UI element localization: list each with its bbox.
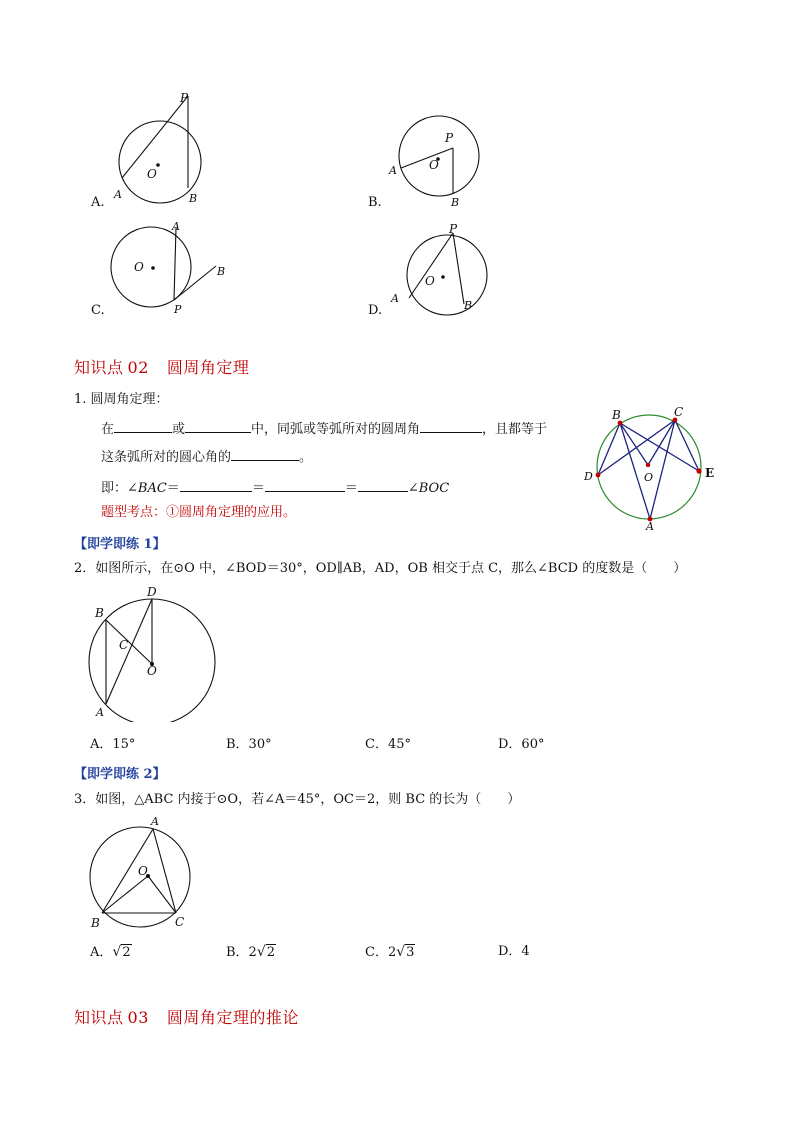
- practice-2-label: 【即学即练 2】: [74, 767, 166, 782]
- q3-option-a[interactable]: A．√2: [90, 944, 131, 960]
- label-C: C: [175, 915, 185, 929]
- label-B: B: [217, 265, 226, 278]
- section-heading-03: [74, 1005, 299, 1028]
- radicand-b: 2: [266, 945, 276, 960]
- heading-title: 圆周角定理的推论: [166, 1008, 299, 1027]
- label-A: A: [646, 520, 654, 530]
- option-a-figure: [100, 88, 240, 208]
- label-A: A: [114, 188, 122, 201]
- label-P: P: [449, 222, 458, 236]
- heading-prefix: 知识点: [74, 358, 124, 377]
- blank-1: [114, 418, 172, 433]
- practice-1-label: 【即学即练 1】: [74, 537, 166, 552]
- label-E: E: [705, 466, 715, 480]
- q2-option-b[interactable]: B．30°: [226, 737, 272, 752]
- section-heading-02: [74, 355, 249, 378]
- blank-7: [358, 477, 408, 492]
- label-A: A: [151, 815, 159, 828]
- exam-point: 题型考点：①圆周角定理的应用。: [101, 505, 297, 520]
- label-P: P: [445, 131, 454, 145]
- option-c-figure: [108, 218, 238, 318]
- option-d-label: D.: [368, 303, 383, 318]
- label-O: O: [134, 260, 144, 274]
- q3-option-d[interactable]: D．4: [498, 944, 530, 959]
- heading-prefix: 知识点: [74, 1008, 124, 1027]
- option-a-label: A.: [91, 195, 105, 210]
- blank-4: [231, 446, 299, 461]
- heading-number: 03: [127, 1008, 149, 1027]
- label-B: B: [189, 192, 198, 205]
- question-3-text: 3．如图，△ABC 内接于⊙O，若∠A＝45°，OC＝2，则 BC 的长为（ ）: [74, 792, 521, 807]
- option-c-label: C.: [91, 303, 105, 318]
- label-P: P: [174, 303, 182, 316]
- q2-option-d[interactable]: D．60°: [498, 737, 545, 752]
- question-2-text: 2．如图所示，在⊙O 中，∠BOD＝30°，OD∥AB，AD，OB 相交于点 C，那么∠BCD 的度数是（ ）: [74, 561, 687, 576]
- blank-5: [180, 477, 252, 492]
- label-B: B: [91, 916, 100, 930]
- heading-number: 02: [127, 358, 149, 377]
- question-2-figure: [84, 582, 229, 722]
- option-b-label: B.: [368, 195, 382, 210]
- q2-option-c[interactable]: C．45°: [365, 737, 411, 752]
- blank-6: [265, 477, 345, 492]
- label-O: O: [147, 167, 157, 181]
- label-B: B: [451, 196, 460, 209]
- label-D: D: [584, 470, 593, 483]
- theorem-line1: 在 或 中，同弧或等弧所对的圆周角 ，且都等于: [101, 418, 547, 439]
- label-A: A: [172, 220, 180, 233]
- label-P: P: [180, 91, 189, 105]
- theorem-line3: 即：∠BAC＝ ＝ ＝ ∠BOC: [101, 477, 449, 498]
- q2-option-a[interactable]: A．15°: [90, 737, 136, 752]
- radicand-c: 3: [406, 945, 415, 960]
- theorem-line2: 这条弧所对的圆心角的 。: [101, 446, 312, 467]
- q3-option-c[interactable]: C．2√3: [365, 944, 415, 960]
- label-O: O: [147, 664, 157, 678]
- option-d-figure: [385, 220, 500, 320]
- blank-2: [185, 418, 251, 433]
- label-O: O: [425, 274, 435, 288]
- label-O: O: [429, 158, 439, 172]
- theorem-figure: [578, 400, 718, 530]
- label-C: C: [119, 638, 129, 652]
- question-3-figure: [84, 814, 199, 934]
- label-A: A: [96, 706, 104, 719]
- label-C: C: [674, 405, 684, 419]
- option-b-figure: [385, 112, 495, 212]
- label-O: O: [138, 864, 148, 878]
- label-O: O: [644, 471, 654, 484]
- label-B: B: [464, 299, 473, 312]
- radicand-a: 2: [122, 945, 131, 960]
- heading-title: 圆周角定理: [166, 358, 250, 377]
- label-A: A: [391, 292, 399, 305]
- label-A: A: [389, 164, 397, 177]
- q3-option-b[interactable]: B．2√2: [226, 944, 276, 960]
- label-D: D: [147, 585, 157, 599]
- item1-title: 1. 圆周角定理：: [74, 392, 169, 407]
- blank-3: [420, 418, 482, 433]
- label-B: B: [95, 606, 104, 620]
- label-B: B: [612, 408, 621, 422]
